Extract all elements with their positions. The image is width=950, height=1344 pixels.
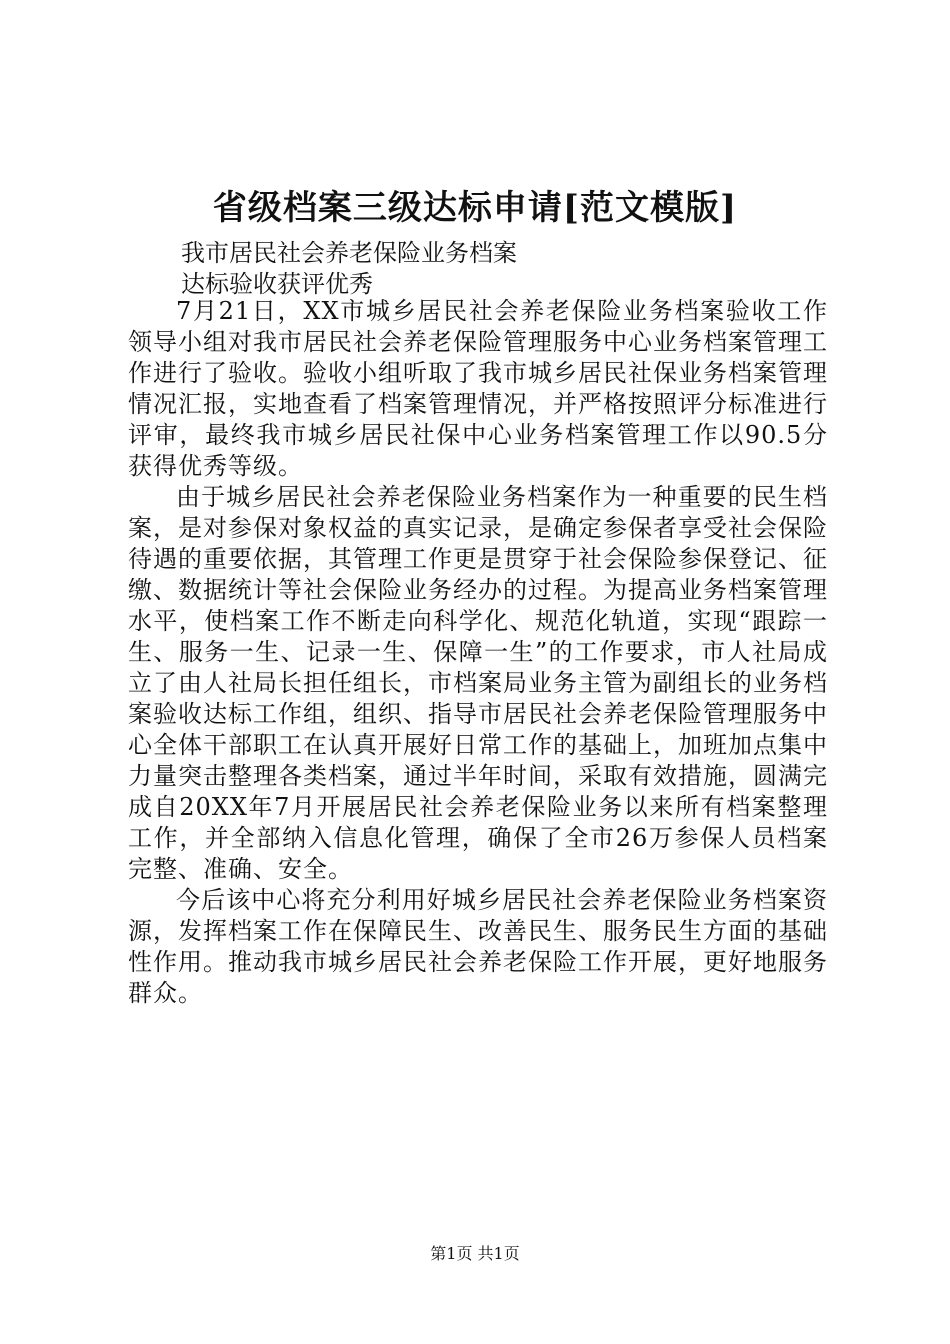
subtitle-line-2: 达标验收获评优秀 bbox=[181, 270, 373, 298]
subtitle-line-1: 我市居民社会养老保险业务档案 bbox=[181, 239, 517, 267]
document-body bbox=[128, 296, 828, 1009]
document-title: 省级档案三级达标申请[范文模版] bbox=[212, 188, 738, 228]
paragraph-1: 7月21日，XX市城乡居民社会养老保险业务档案验收工作领导小组对我市居民社会养老保险管理服务中心业务档案管理工作进行了验收。验收小组听取了我市城乡居民社保业务档案管理情况汇报，实地查看了档案管理情况，并严格按照评分标准进行评审，最终我市城乡居民社保中心业务档案管理工作以90.5分获得优秀等级。 bbox=[128, 297, 828, 480]
paragraph-3: 今后该中心将充分利用好城乡居民社会养老保险业务档案资源，发挥档案工作在保障民生、改善民生、服务民生方面的基础性作用。推动我市城乡居民社会养老保险工作开展，更好地服务群众。 bbox=[128, 886, 828, 1007]
page-footer: 第1页 共1页 bbox=[430, 1244, 520, 1263]
paragraph-2: 由于城乡居民社会养老保险业务档案作为一种重要的民生档案，是对参保对象权益的真实记录，是确定参保者享受社会保险待遇的重要依据，其管理工作更是贯穿于社会保险参保登记、征缴、数据统计等社会保险业务经办的过程。为提高业务档案管理水平，使档案工作不断走向科学化、规范化轨道，实现“跟踪一生、服务一生、记录一生、保障一生”的工作要求，市人社局成立了由人社局长担任组长，市档案局业务主管为副组长的业务档案验收达标工作组，组织、指导市居民社会养老保险管理服务中心全体干部职工在认真开展好日常工作的基础上，加班加点集中力量突击整理各类档案，通过半年时间，采取有效措施，圆满完成自20XX年7月开展居民社会养老保险业务以来所有档案整理工作，并全部纳入信息化管理，确保了全市26万参保人员档案完整、准确、安全。 bbox=[128, 483, 828, 883]
